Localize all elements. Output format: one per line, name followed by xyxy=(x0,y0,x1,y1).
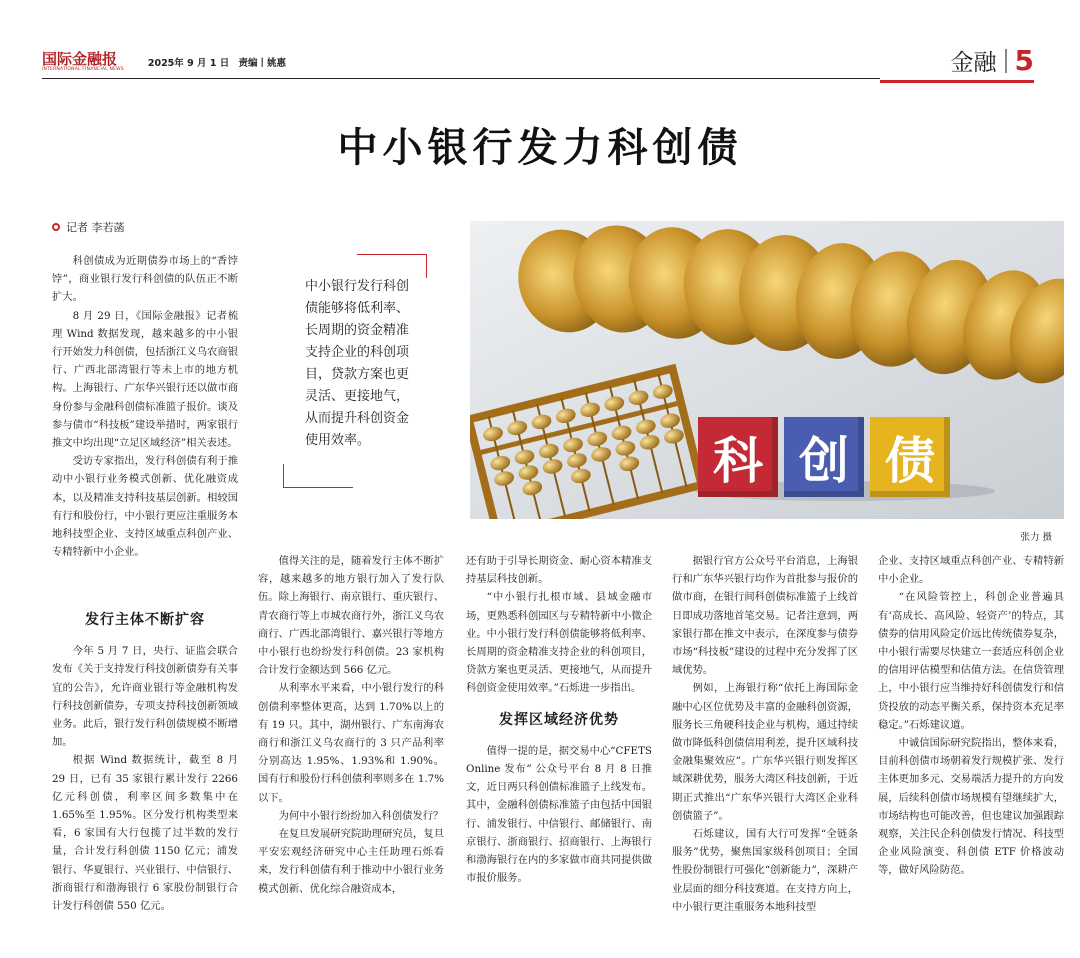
paragraph: 还有助于引导长期资金、耐心资本精准支持基层科技创新。 xyxy=(466,555,652,586)
editor-credit: 责编丨姚惠 xyxy=(238,58,287,69)
logo-chinese: 国际金融报 xyxy=(42,49,118,68)
byline-circle-icon xyxy=(52,223,60,231)
paragraph: 为何中小银行纷纷加入科创债发行？ xyxy=(278,809,444,822)
paragraph: 今年 5 月 7 日，央行、证监会联合发布《关于支持发行科技创新债券有关事宜的公告》，允许商业银行等金融机构发行科技创新债券，专项支持科技创新领域业务。此后，银行发行科创债规模不断增加。 xyxy=(52,645,238,749)
word-block: 创 xyxy=(784,417,864,497)
pull-quote-corner-bottom xyxy=(283,464,353,488)
photo-credit: 张力 摄 xyxy=(1020,532,1052,543)
paragraph: 中诚信国际研究院指出，整体来看，目前科创债市场朝着发行规模扩张、发行主体更加多元、交易端活力提升的方向发展，后续科创债市场规模有望继续扩大，市场结构也可能改善，但也建议加强跟踪观察，关注民企科创债发行情况、科技型企业风险演变、科创债 ETF 价格波动等，做好风险防范。 xyxy=(878,737,1064,877)
newspaper-logo xyxy=(42,49,124,73)
paragraph: “中小银行扎根市域、县域金融市场，更熟悉科创园区与专精特新中小微企业。中小银行发行科创债能够将低利率、长周期的资金精准支持企业的科创项目，贷款方案也更灵活、更接地气，从而提升科创资金使用效率。”石烁进一步指出。 xyxy=(466,591,652,695)
pull-quote-text: 中小银行发行科创债能够将低利率、长周期的资金精准支持企业的科创项目，贷款方案也更灵活、更接地气，从而提升科创资金使用效率。 xyxy=(305,279,410,448)
article-photo xyxy=(470,221,1064,519)
column-2 xyxy=(258,552,444,898)
section-rule xyxy=(880,80,1034,83)
paragraph: “在风险管控上，科创企业普遍具有‘高成长、高风险、轻资产’的特点，其债券的信用风险定价远比传统债券复杂，中小银行需要尽快建立一套适应科创企业的信用评估模型和估值方法。在信贷管理上，中小银行应当维持好科创债发行和信贷投放的动态平衡关系，保持资本充足率稳定。”石烁建议道。 xyxy=(878,591,1064,731)
paragraph: 企业、支持区域重点科创产业、专精特新中小企业。 xyxy=(878,555,1064,586)
logo-english: INTERNATIONAL FINANCIAL NEWS xyxy=(42,66,124,72)
paragraph: 根据 Wind 数据统计，截至 8 月 29 日，已有 35 家银行累计发行 2266 亿元科创债，利率区间多数集中在 1.65%至 1.95%。区分发行机构类型来看，6 家国有大行包揽了过半数的发行量，合计发行科创债 1150 亿元；浦发银行、华夏银行、兴业银行、中信银行、浙商银行和渤海银行 6 家股份制银行合计发行科创债 550 亿元。 xyxy=(52,754,238,913)
column-5 xyxy=(878,552,1064,880)
paragraph: 据银行官方公众号平台消息，上海银行和广东华兴银行均作为首批参与报价的做市商，在银行间科创债标准篮子上线首日即成功落地首笔交易。记者注意到，两家银行都在推文中表示，在深度参与债券市场“科技板”建设的过程中充分发挥了区域优势。 xyxy=(672,555,858,677)
pull-quote-corner-top xyxy=(357,254,427,278)
paragraph: 例如，上海银行称“依托上海国际金融中心区位优势及丰富的金融科创资源，服务长三角硬科技企业与机构，通过持续做市降低科创债信用利差，提升区域科技金融集聚效应”。广东华兴银行则发挥区域深耕优势，服务大湾区科技创新，于近期正式推出“广东华兴银行大湾区企业科创债篮子”。 xyxy=(672,682,858,822)
section-name: 金融 xyxy=(950,50,997,76)
word-blocks xyxy=(698,417,950,497)
paragraph: 科创债成为近期债券市场上的“香饽饽”，商业银行发行科创债的队伍正不断扩大。 xyxy=(52,255,238,304)
word-block: 科 xyxy=(698,417,778,497)
byline-text: 记者 李若菡 xyxy=(66,221,125,234)
paragraph: 8 月 29 日，《国际金融报》记者梳理 Wind 数据发现，越来越多的中小银行开始发力科创债，包括浙江义乌农商银行、广西北部湾银行等未上市的地方机构。上海银行、广东华兴银行还以做市商身份参与金融科创债标准篮子报价。谈及参与债市“科技板”建设举措时，两家银行推文中均出现“立足区域经济”相关表述。 xyxy=(52,309,238,450)
word-block: 债 xyxy=(870,417,950,497)
paragraph: 值得一提的是，据交易中心“CFETS Online 发布” 公众号平台 8 月 8 日推文，近日两只科创债标准篮子上线发布。其中，金融科创债标准篮子由包括中国银行、浦发银行、中信银行、邮储银行、南京银行、浙商银行、招商银行、上海银行和渤海银行在内的多家做市商共同提供做市报价服务。 xyxy=(466,744,652,885)
column-1-bottom xyxy=(52,598,238,915)
issue-date: 2025年 9 月 1 日 xyxy=(147,58,230,69)
subheading: 发挥区域经济优势 xyxy=(499,711,619,728)
paragraph: 石烁建议，国有大行可发挥“全链条服务”优势，聚焦国家级科创项目；全国性股份制银行可强化“创新能力”，深耕产业层面的细分科技赛道。在支持方向上，中小银行更注重服务本地科技型 xyxy=(672,828,858,913)
headline: 中小银行发力科创债 xyxy=(337,124,743,171)
byline xyxy=(52,219,125,235)
column-1-top xyxy=(52,252,238,561)
paragraph: 从利率水平来看，中小银行发行的科创债利率整体更高，达到 1.70%以上的有 19 只。其中，湖州银行、广东南海农商行和浙江义乌农商行的 3 只产品利率分别高达 1.95%、1.93%和 1.90%。国有行和股份行科创债利率则多在 1.7%以下。 xyxy=(258,682,444,804)
issue-meta xyxy=(148,55,292,69)
masthead xyxy=(42,50,292,74)
section-separator xyxy=(1005,49,1007,73)
paragraph: 受访专家指出，发行科创债有利于推动中小银行业务模式创新、优化融资成本，以及精准支持科技基层创新。相较国有行和股份行，中小银行更应注重服务本地科技型企业、支持区域重点科创产业、专精特新中小企业。 xyxy=(52,455,238,559)
subheading: 发行主体不断扩容 xyxy=(85,612,205,628)
page-number: 5 xyxy=(1014,44,1034,77)
pull-quote xyxy=(283,254,427,488)
column-4 xyxy=(672,552,858,916)
column-3 xyxy=(466,552,652,887)
paragraph: 在复旦发展研究院助理研究员，复旦平安宏观经济研究中心主任助理石烁看来，发行科创债有利于推动中小银行业务模式创新、优化综合融资成本， xyxy=(258,828,444,895)
top-rule xyxy=(42,78,880,79)
section-label xyxy=(951,44,1034,77)
paragraph: 值得关注的是，随着发行主体不断扩容，越来越多的地方银行加入了发行队伍。除上海银行、南京银行、重庆银行、青农商行等上市城农商行外，浙江义乌农商行、广西北部湾银行、嘉兴银行等地方中小银行也纷纷发行科创债。23 家机构合计发行金额达到 566 亿元。 xyxy=(258,555,444,677)
